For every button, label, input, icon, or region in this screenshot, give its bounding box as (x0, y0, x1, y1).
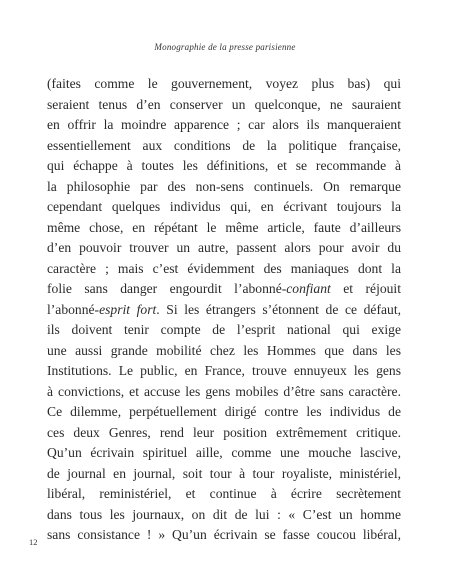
text-line (47, 136, 401, 157)
text-run: d’en pouvoir trouver un autre, passent alors pour avoir du (47, 240, 401, 255)
text-line (47, 443, 401, 464)
text-run: ces deux Genres, rend leur position extrêmement critique. (47, 424, 401, 440)
text-run: cependant quelques individus qui, en écrivant toujours la (47, 199, 401, 214)
text-run: même chose, en répétant le même article, faute d’ailleurs (47, 219, 401, 235)
text-line (47, 361, 401, 382)
text-run: et réjouit (330, 281, 401, 296)
text-run: (faites comme le gouvernement, voyez plus bas) qui (47, 76, 401, 91)
text-line (47, 156, 401, 177)
text-run: Institutions. Le public, en France, trouve ennuyeux les gens (47, 363, 401, 378)
text-line (47, 177, 401, 198)
text-line (47, 525, 401, 546)
text-run: dans tous les journaux, on dit de lui : « C’est un homme (47, 506, 401, 522)
text-line (47, 259, 401, 280)
text-run: sans consistance ! » Qu’un écrivain se fasse coucou libéral, (47, 527, 401, 542)
text-run: une aussi grande mobilité chez les Hommes que dans les (47, 342, 401, 358)
running-head: Monographie de la presse parisienne (154, 42, 296, 52)
text-run: seraient tenus d’en conserver un quelconque, ne sauraient (47, 96, 401, 112)
text-line (47, 218, 401, 239)
text-line (47, 464, 401, 485)
text-line (47, 300, 401, 321)
text-line (47, 74, 401, 95)
text-run: qui échappe à toutes les définitions, et se recommande à (47, 158, 401, 173)
text-run: . Si les étrangers s’étonnent de ce défaut, (156, 301, 401, 317)
text-run: en offrir la moindre apparence ; car alors ils manqueraient (47, 117, 401, 132)
text-line (47, 115, 401, 136)
text-line (47, 382, 401, 403)
text-run: caractère ; mais c’est évidemment des maniaques dont la (47, 260, 401, 276)
text-line (47, 197, 401, 218)
italic-text: confiant (286, 281, 331, 296)
text-line (47, 402, 401, 423)
text-run: essentiellement aux conditions de la politique française, (47, 137, 401, 153)
text-line (47, 238, 401, 259)
text-run: Ce dilemme, perpétuellement dirigé contre les individus de (47, 404, 401, 419)
text-line (47, 505, 401, 526)
text-line (47, 320, 401, 341)
text-line (47, 423, 401, 444)
page-number: 12 (29, 537, 38, 547)
text-line (47, 95, 401, 116)
text-run: Qu’un écrivain spirituel aille, comme une mouche lascive, (47, 445, 401, 460)
text-run: à convictions, et accuse les gens mobiles d’être sans caractère. (47, 383, 401, 399)
italic-text: esprit fort (99, 301, 157, 317)
text-run: l’abonné- (47, 301, 100, 317)
text-run: ils doivent tenir compte de l’esprit national qui exige (47, 322, 401, 337)
text-line (47, 279, 401, 300)
text-run: libéral, reministériel, et continue à écrire secrètement (47, 486, 401, 501)
body-paragraph (47, 74, 401, 546)
text-run: la philosophie par des non-sens continuels. On remarque (47, 178, 401, 194)
text-line (47, 341, 401, 362)
text-run: folie sans danger engourdit l’abonné- (47, 281, 287, 296)
text-line (47, 484, 401, 505)
text-run: de journal en journal, soit tour à tour royaliste, ministériel, (47, 465, 401, 481)
